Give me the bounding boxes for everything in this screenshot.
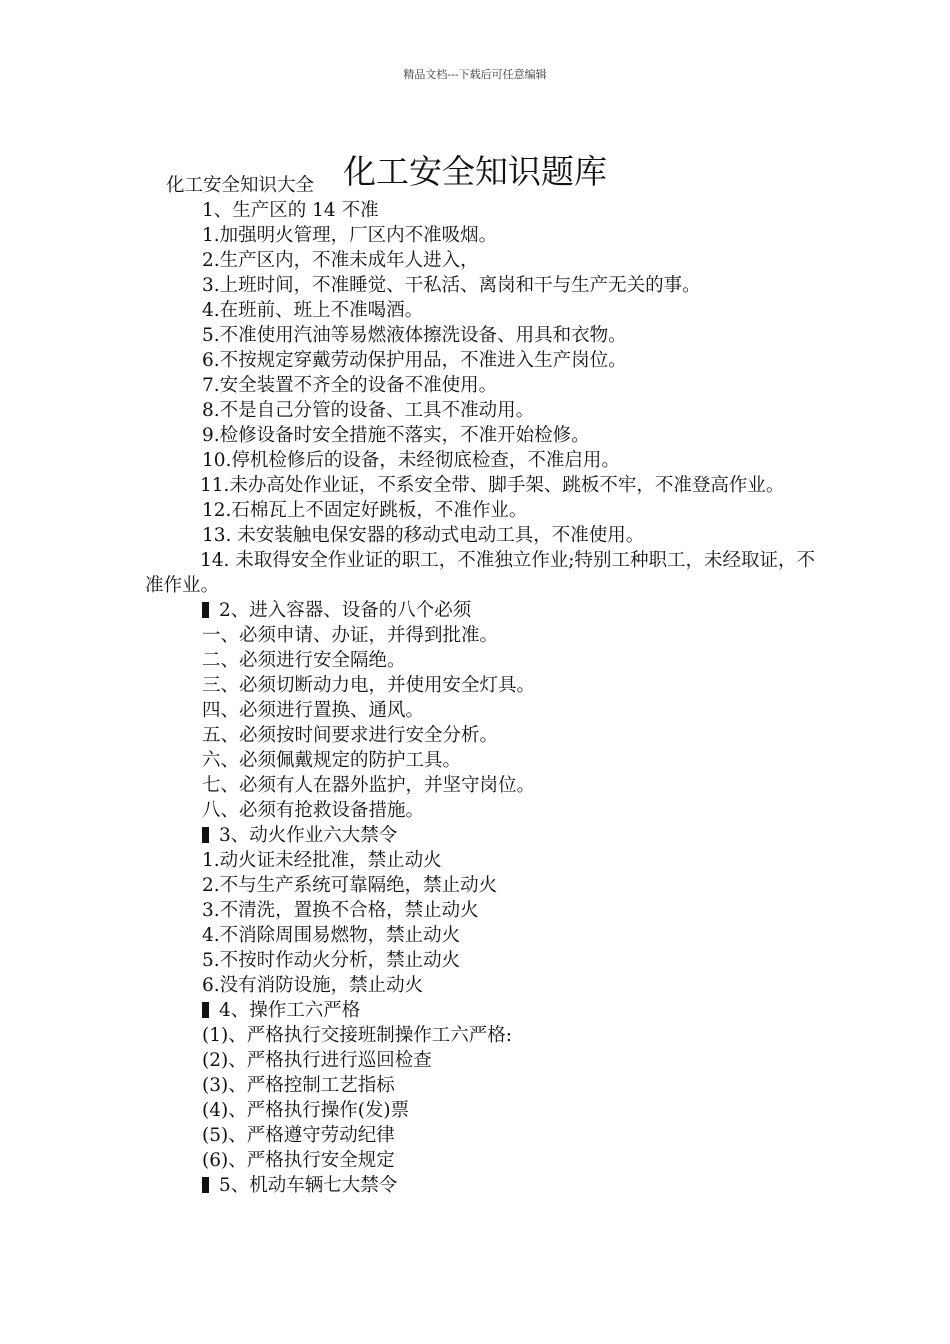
section-heading (145, 1173, 817, 1198)
text-line (145, 498, 817, 523)
text-line (145, 273, 817, 298)
line-text: 2.不与生产系统可靠隔绝，禁止动火 (202, 875, 498, 896)
text-line (145, 548, 817, 598)
line-text: 7.安全装置不齐全的设备不准使用。 (202, 375, 498, 396)
text-line (145, 1123, 817, 1148)
section-heading (145, 598, 817, 623)
line-text: (1)、严格执行交接班制操作工六严格: (202, 1025, 512, 1046)
text-line (145, 948, 817, 973)
line-text: 二、必须进行安全隔绝。 (202, 650, 406, 671)
line-text: 四、必须进行置换、通风。 (202, 700, 425, 721)
text-line (145, 373, 817, 398)
text-line (145, 1023, 817, 1048)
text-line (145, 348, 817, 373)
line-text: 6.没有消防设施，禁止动火 (202, 975, 424, 996)
line-text: 12.石棉瓦上不固定好跳板，不准作业。 (202, 500, 528, 521)
line-text: 5.不按时作动火分析，禁止动火 (202, 950, 461, 971)
line-text: (3)、严格控制工艺指标 (202, 1075, 395, 1096)
text-line (145, 848, 817, 873)
line-text: 4、操作工六严格 (219, 1000, 361, 1021)
square-bullet-icon (202, 602, 209, 618)
line-text: 2.生产区内，不准未成年人进入， (202, 250, 479, 271)
square-bullet-icon (202, 1002, 209, 1018)
line-text: 五、必须按时间要求进行安全分析。 (202, 725, 499, 746)
line-text: 八、必须有抢救设备措施。 (202, 800, 425, 821)
text-line (145, 223, 817, 248)
line-text: 七、必须有人在器外监护，并坚守岗位。 (202, 775, 536, 796)
text-line (145, 623, 817, 648)
text-line (145, 298, 817, 323)
text-line (145, 173, 817, 198)
text-line (145, 423, 817, 448)
square-bullet-icon (202, 1177, 209, 1193)
line-text: 11.未办高处作业证，不系安全带、脚手架、跳板不牢，不准登高作业。 (200, 475, 785, 496)
square-bullet-icon (202, 827, 209, 843)
line-text: 13. 未安装触电保安器的移动式电动工具，不准使用。 (202, 525, 645, 546)
line-text: 9.检修设备时安全措施不落实，不准开始检修。 (202, 425, 590, 446)
text-line (145, 648, 817, 673)
line-text: 14. 未取得安全作业证的职工，不准独立作业;特别工种职工，未经取证，不准作业。 (145, 550, 816, 596)
section-heading (145, 823, 817, 848)
page-header: 精品文档---下载后可任意编辑 (403, 68, 547, 81)
text-line (145, 398, 817, 423)
section-heading (145, 998, 817, 1023)
text-line (145, 773, 817, 798)
document-title: 化工安全知识题库 (343, 152, 607, 192)
line-text: 4.在班前、班上不准喝酒。 (202, 300, 424, 321)
text-line (145, 1148, 817, 1173)
line-text: 一、必须申请、办证，并得到批准。 (202, 625, 499, 646)
text-line (145, 323, 817, 348)
document-body (145, 173, 817, 1198)
text-line (145, 873, 817, 898)
line-text: 六、必须佩戴规定的防护工具。 (202, 750, 462, 771)
line-text: 2、进入容器、设备的八个必须 (219, 600, 472, 621)
text-line (145, 723, 817, 748)
line-text: 3.不清洗，置换不合格，禁止动火 (202, 900, 479, 921)
line-text: 5、机动车辆七大禁令 (219, 1175, 398, 1196)
text-line (145, 473, 817, 498)
text-line (145, 973, 817, 998)
text-line (145, 698, 817, 723)
line-text: 4.不消除周围易燃物，禁止动火 (202, 925, 461, 946)
line-text: (4)、严格执行操作(发)票 (202, 1100, 410, 1121)
text-line (145, 673, 817, 698)
line-text: 三、必须切断动力电，并使用安全灯具。 (202, 675, 536, 696)
text-line (145, 923, 817, 948)
line-text: (2)、严格执行进行巡回检查 (202, 1050, 432, 1071)
text-line (145, 898, 817, 923)
text-line (145, 798, 817, 823)
text-line (145, 1098, 817, 1123)
line-text: (6)、严格执行安全规定 (202, 1150, 395, 1171)
line-text: 10.停机检修后的设备，未经彻底检查，不准启用。 (202, 450, 620, 471)
line-text: 1.加强明火管理，厂区内不准吸烟。 (202, 225, 498, 246)
line-text: 8.不是自己分管的设备、工具不准动用。 (202, 400, 535, 421)
text-line (145, 1048, 817, 1073)
text-line (145, 748, 817, 773)
line-text: 3.上班时间，不准睡觉、干私活、离岗和干与生产无关的事。 (202, 275, 701, 296)
line-text: 3、动火作业六大禁令 (219, 825, 398, 846)
text-line (145, 198, 817, 223)
text-line (145, 1073, 817, 1098)
line-text: 化工安全知识大全 (166, 175, 315, 196)
line-text: 6.不按规定穿戴劳动保护用品，不准进入生产岗位。 (202, 350, 627, 371)
line-text: (5)、严格遵守劳动纪律 (202, 1125, 395, 1146)
line-text: 5.不准使用汽油等易燃液体擦洗设备、用具和衣物。 (202, 325, 627, 346)
line-text: 1、生产区的 14 不准 (202, 200, 379, 221)
line-text: 1.动火证未经批准，禁止动火 (202, 850, 442, 871)
text-line (145, 523, 817, 548)
text-line (145, 448, 817, 473)
text-line (145, 248, 817, 273)
